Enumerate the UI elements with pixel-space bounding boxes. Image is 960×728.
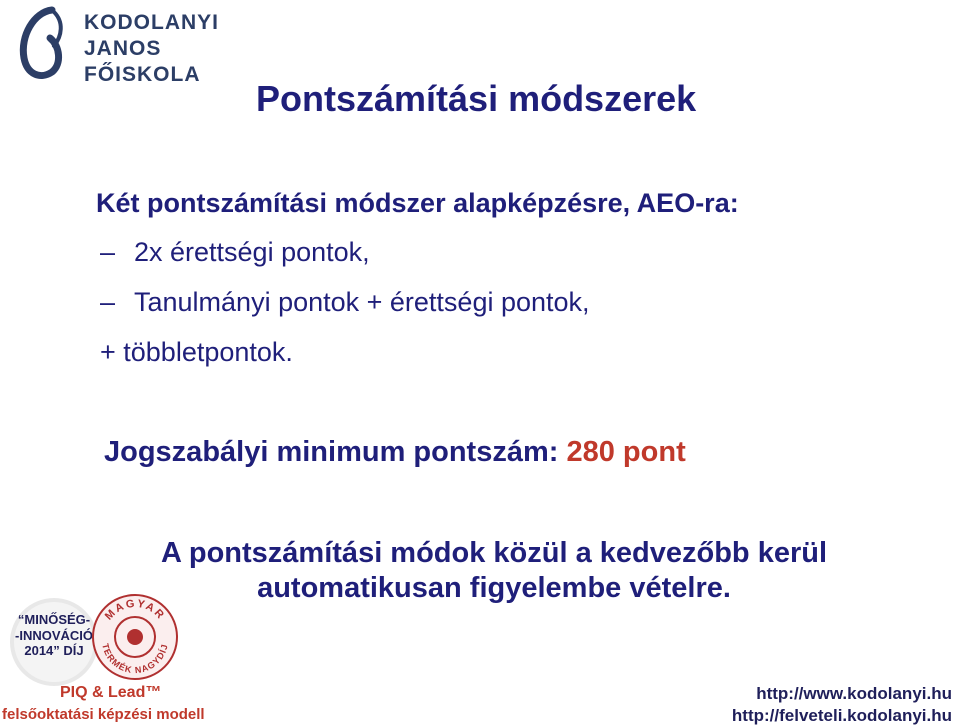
school-logo — [14, 6, 219, 86]
piq-lead-label: PIQ & Lead™ — [60, 684, 162, 701]
note-line2: automatikusan figyelembe vételre. — [257, 572, 731, 605]
logo-mark-icon — [14, 6, 74, 82]
award-line2: -INNOVÁCIÓ — [15, 627, 93, 643]
logo-text-line3: FŐISKOLA — [84, 63, 201, 86]
note-line1: A pontszámítási módok közül a kedvezőbb kerül — [160, 537, 828, 569]
page-title: Pontszámítási módszerek — [256, 78, 697, 119]
dash-bullet: – — [100, 287, 116, 317]
training-model-label: felsőoktatási képzési modell — [2, 706, 205, 723]
website-link[interactable]: http://www.kodolanyi.hu — [756, 684, 952, 703]
logo-text-line1: KODOLANYI — [84, 11, 219, 34]
minimum-label: Jogszabályi minimum pontszám: — [104, 436, 567, 468]
seal-bottom-text: TERMÉK NAGYDÍJ — [100, 642, 170, 676]
seal-top-text: MAGYAR — [102, 597, 168, 623]
method-item — [100, 287, 590, 318]
method-item-text: Tanulmányi pontok + érettségi pontok, — [134, 287, 590, 317]
logo-text-line2: JANOS — [84, 37, 162, 60]
extra-points: + többletpontok. — [100, 337, 293, 367]
dash-bullet: – — [100, 237, 116, 267]
minimum-score — [104, 436, 686, 469]
award-text — [14, 612, 94, 659]
admissions-link[interactable]: http://felveteli.kodolanyi.hu — [731, 706, 952, 725]
method-item-text: 2x érettségi pontok, — [134, 237, 370, 267]
methods-heading: Két pontszámítási módszer alapképzésre, AEO-ra: — [96, 188, 739, 218]
seal-icon — [90, 592, 180, 682]
award-line1: “MINŐSÉG- — [17, 612, 91, 627]
minimum-value: 280 pont — [566, 436, 686, 468]
award-badges — [8, 592, 188, 692]
method-item — [100, 237, 370, 268]
award-line3: 2014” DÍJ — [24, 643, 84, 659]
calculation-note — [104, 536, 884, 607]
